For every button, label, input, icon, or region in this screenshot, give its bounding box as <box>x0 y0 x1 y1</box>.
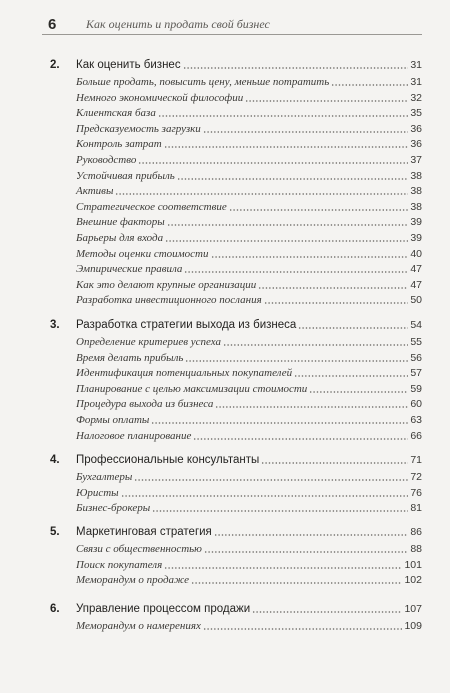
dot-leader <box>158 115 408 117</box>
dot-leader <box>177 178 409 180</box>
section-row <box>76 396 422 412</box>
section-page-number: 109 <box>404 620 422 632</box>
chapter-title: Как оценить бизнес <box>76 59 181 71</box>
dot-leader <box>121 495 409 497</box>
section-title: Бизнес-брокеры <box>76 502 151 515</box>
section-page-number: 38 <box>410 200 422 213</box>
section-row <box>76 500 422 516</box>
section-row <box>76 90 422 106</box>
section-title: Стратегическое соответствие <box>76 200 227 213</box>
section-page-number: 47 <box>410 263 422 276</box>
section-page-number: 47 <box>410 278 422 291</box>
dot-leader <box>261 462 408 464</box>
section-title: Клиентская база <box>76 107 156 120</box>
dot-leader <box>164 567 402 569</box>
dot-leader <box>264 302 409 304</box>
chapter-number: 5. <box>50 526 60 538</box>
section-page-number: 102 <box>404 574 422 587</box>
section-row <box>76 618 422 634</box>
section-title: Меморандум о продаже <box>76 574 190 587</box>
section-page-number: 39 <box>410 216 422 229</box>
section-row <box>76 485 422 501</box>
section-row <box>76 365 422 381</box>
dot-leader <box>203 628 403 630</box>
section-page-number: 59 <box>410 382 422 395</box>
chapter-title: Управление процессом продажи <box>76 603 251 615</box>
section-row <box>76 334 422 350</box>
section-title: Связи с общественностью <box>76 543 202 555</box>
section-row <box>76 261 422 277</box>
section-page-number: 63 <box>410 414 422 426</box>
section-title: Идентификация потенциальных покупателей <box>76 367 293 380</box>
dot-leader <box>245 100 408 102</box>
chapter-page-number: 107 <box>404 603 422 615</box>
dot-leader <box>183 67 409 69</box>
section-row <box>76 214 422 230</box>
dot-leader <box>211 256 409 258</box>
section-title: Поиск покупателя <box>76 558 163 571</box>
dot-leader <box>331 84 408 86</box>
dot-leader <box>134 479 408 481</box>
dot-leader <box>185 360 408 362</box>
section-title: Меморандум о намерениях <box>76 620 201 632</box>
dot-leader <box>164 146 409 148</box>
section-page-number: 72 <box>410 471 422 483</box>
section-page-number: 36 <box>410 138 422 151</box>
section-row <box>76 230 422 246</box>
section-page-number: 55 <box>410 336 422 348</box>
section-row <box>76 246 422 262</box>
chapter-title: Профессиональные консультанты <box>76 454 260 466</box>
dot-leader <box>151 422 408 424</box>
section-page-number: 38 <box>410 169 422 182</box>
chapter-row <box>50 316 422 334</box>
chapter-title: Разработка стратегии выхода из бизнеса <box>76 319 297 331</box>
section-page-number: 37 <box>410 154 422 166</box>
section-row <box>76 183 422 199</box>
chapter-row <box>50 451 422 469</box>
chapter-number: 4. <box>50 454 60 466</box>
section-page-number: 35 <box>410 107 422 120</box>
section-title: Определение критериев успеха <box>76 336 222 348</box>
section-title: Формы оплаты <box>76 414 150 426</box>
dot-leader <box>138 162 408 164</box>
section-row <box>76 350 422 366</box>
dot-leader <box>167 224 409 226</box>
dot-leader <box>223 344 408 346</box>
section-row <box>76 557 422 573</box>
section-row <box>76 292 422 308</box>
section-row <box>76 277 422 293</box>
dot-leader <box>165 240 408 242</box>
section-row <box>76 541 422 557</box>
chapter-row <box>50 523 422 541</box>
section-title: Разработка инвестиционного послания <box>76 294 262 307</box>
section-page-number: 32 <box>410 91 422 104</box>
dot-leader <box>152 510 408 512</box>
section-row <box>76 168 422 184</box>
section-row <box>76 412 422 428</box>
section-title: Больше продать, повысить цену, меньше потратить <box>76 76 330 88</box>
section-row <box>76 572 422 588</box>
section-row <box>76 381 422 397</box>
section-title: Внешние факторы <box>76 216 165 229</box>
page-number: 6 <box>48 16 57 33</box>
section-title: Процедура выхода из бизнеса <box>76 398 214 411</box>
dot-leader <box>294 375 408 377</box>
section-title: Эмпирические правила <box>76 263 183 276</box>
section-title: Планирование с целью максимизации стоимости <box>76 382 308 395</box>
dot-leader <box>184 271 408 273</box>
section-title: Предсказуемость загрузки <box>76 122 201 135</box>
chapter-row <box>50 600 422 618</box>
section-title: Устойчивая прибыль <box>76 169 175 182</box>
section-page-number: 81 <box>410 502 422 515</box>
section-title: Контроль затрат <box>76 138 162 151</box>
dot-leader <box>229 209 409 211</box>
chapter-page-number: 86 <box>410 526 422 538</box>
dot-leader <box>309 391 408 393</box>
section-row <box>76 121 422 137</box>
section-title: Активы <box>76 185 114 198</box>
section-page-number: 50 <box>410 294 422 307</box>
section-row <box>76 152 422 168</box>
section-page-number: 56 <box>410 351 422 364</box>
section-title: Немного экономической философии <box>76 91 244 104</box>
section-row <box>76 105 422 121</box>
section-page-number: 39 <box>410 232 422 244</box>
section-title: Время делать прибыль <box>76 351 184 364</box>
section-page-number: 101 <box>404 558 422 571</box>
section-title: Бухгалтеры <box>76 471 133 483</box>
section-row <box>76 199 422 215</box>
chapter-page-number: 71 <box>410 454 422 466</box>
section-page-number: 38 <box>410 185 422 198</box>
section-page-number: 36 <box>410 122 422 135</box>
dot-leader <box>252 611 402 613</box>
section-title: Как это делают крупные организации <box>76 278 257 291</box>
section-title: Методы оценки стоимости <box>76 247 209 260</box>
chapter-title: Маркетинговая стратегия <box>76 526 212 538</box>
dot-leader <box>214 534 409 536</box>
chapter-number: 2. <box>50 59 60 71</box>
running-title: Как оценить и продать свой бизнес <box>86 17 270 31</box>
dot-leader <box>258 287 408 289</box>
dot-leader <box>115 193 408 195</box>
page-header <box>42 14 422 35</box>
section-title: Юристы <box>76 486 119 499</box>
section-page-number: 57 <box>410 367 422 380</box>
dot-leader <box>203 131 409 133</box>
dot-leader <box>204 551 408 553</box>
dot-leader <box>193 438 408 440</box>
chapter-number: 6. <box>50 603 60 615</box>
section-page-number: 31 <box>410 76 422 88</box>
chapter-row <box>50 56 422 74</box>
dot-leader <box>298 327 408 329</box>
section-title: Налоговое планирование <box>76 429 192 442</box>
section-row <box>76 74 422 90</box>
chapter-page-number: 31 <box>410 59 422 71</box>
section-title: Барьеры для входа <box>76 232 164 244</box>
chapter-page-number: 54 <box>410 319 422 331</box>
section-title: Руководство <box>76 154 137 166</box>
section-page-number: 40 <box>410 247 422 260</box>
section-row <box>76 136 422 152</box>
section-page-number: 66 <box>410 429 422 442</box>
section-page-number: 60 <box>410 398 422 411</box>
section-page-number: 88 <box>410 543 422 555</box>
chapter-number: 3. <box>50 319 60 331</box>
dot-leader <box>215 406 408 408</box>
section-row <box>76 469 422 485</box>
section-row <box>76 428 422 444</box>
dot-leader <box>191 582 402 584</box>
section-page-number: 76 <box>410 486 422 499</box>
